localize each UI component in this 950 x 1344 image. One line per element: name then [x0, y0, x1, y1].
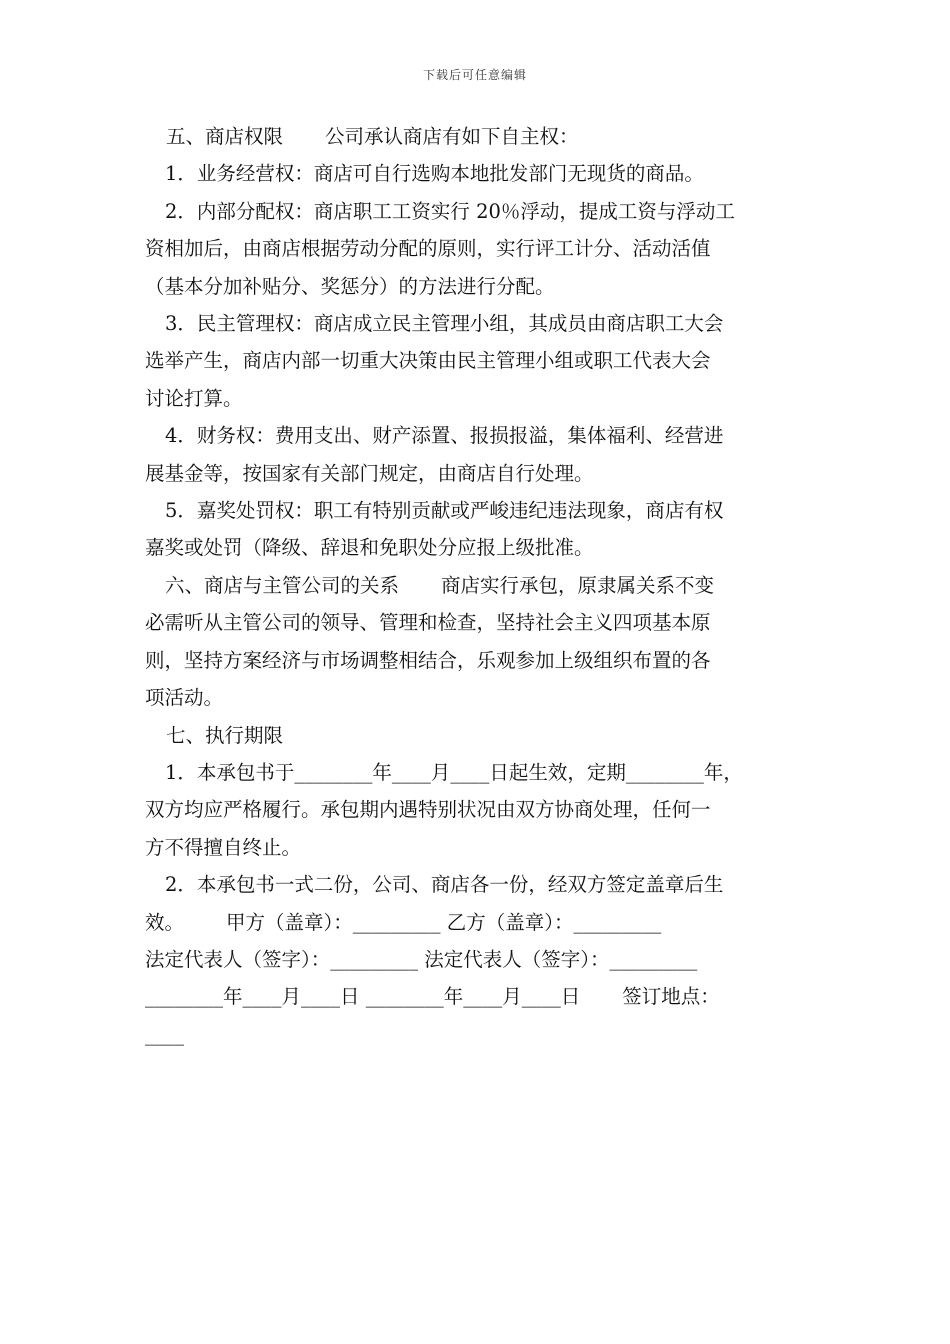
item-line: 方不得擅自终止。 — [145, 835, 302, 859]
signing-place-label: 签订地点： — [622, 985, 720, 1009]
section-7-item-1 — [145, 754, 810, 866]
item-line: 2．内部分配权：商店职工工资实行 20％浮动，提成工资与浮动工 — [165, 199, 735, 223]
item-line: 4．财务权：费用支出、财产添置、报损报溢，集体福利、经营进 — [165, 424, 724, 448]
section-5-item-2 — [145, 193, 810, 305]
section-5-item-4 — [145, 417, 810, 492]
item-line: 展基金等，按国家有关部门规定，由商店自行处理。 — [145, 461, 594, 485]
party-b-seal: 乙方（盖章）：_________ — [446, 910, 662, 934]
signature-seal-line — [145, 904, 810, 941]
item-line: 2．本承包书一式二份，公司、商店各一份，经双方签定盖章后生 — [165, 873, 724, 897]
item-line: 资相加后，由商店根据劳动分配的原则，实行评工计分、活动活值 — [145, 237, 711, 261]
item-line: 双方均应严格履行。承包期内遇特别状况由双方协商处理，任何一 — [145, 798, 711, 822]
section-6 — [145, 567, 810, 717]
section-6-line: 则，坚持方案经济与市场调整相结合，乐观参加上级组织布置的各 — [145, 648, 711, 672]
section-5-item-1 — [145, 155, 810, 192]
item-line: （基本分加补贴分、奖惩分）的方法进行分配。 — [145, 274, 555, 298]
signature-rep-line — [145, 941, 810, 978]
section-6-heading: 六、商店与主管公司的关系 — [165, 573, 400, 597]
item-line: 1．业务经营权：商店可自行选购本地批发部门无现货的商品。 — [165, 162, 704, 186]
item-line: 选举产生，商店内部一切重大决策由民主管理小组或职工代表大会 — [145, 349, 711, 373]
document-body — [145, 118, 810, 1053]
signature-date-line — [145, 978, 810, 1015]
section-7-item-2 — [145, 866, 810, 1053]
date-a: ________年____月____日 — [145, 985, 360, 1009]
header-note: 下载后可任意编辑 — [422, 68, 527, 82]
signing-place-blank: ____ — [145, 1022, 184, 1046]
item-line: 3．民主管理权：商店成立民主管理小组，其成员由商店职工大会 — [165, 312, 724, 336]
section-6-line: 项活动。 — [145, 686, 224, 710]
item-line: 讨论打算。 — [145, 386, 243, 410]
section-6-line: 必需听从主管公司的领导、管理和检查，坚持社会主义四项基本原 — [145, 611, 711, 635]
date-b: ________年____月____日 — [365, 985, 581, 1009]
section-5-item-3 — [145, 305, 810, 417]
section-5-heading-line — [145, 118, 810, 155]
section-5-item-5 — [145, 492, 810, 567]
item-line: 嘉奖或处罚（降级、辞退和免职处分应报上级批准。 — [145, 536, 594, 560]
section-6-text: 商店实行承包，原隶属关系不变 — [441, 573, 715, 597]
rep-a-signature: 法定代表人（签字）：_________ — [145, 947, 419, 971]
item-line: 1．本承包书于________年____月____日起生效，定期________年， — [165, 760, 743, 784]
item-line: 5．嘉奖处罚权：职工有特别贡献或严峻违纪违法现象，商店有权 — [165, 499, 724, 523]
rep-b-signature: 法定代表人（签字）：_________ — [424, 947, 698, 971]
section-7-heading: 七、执行期限 — [166, 723, 284, 747]
party-a-seal: 甲方（盖章）：_________ — [226, 910, 441, 934]
section-5-heading: 五、商店权限 — [166, 125, 284, 148]
section-7-heading-line — [145, 717, 810, 754]
effect-text: 效。 — [145, 910, 185, 934]
section-6-first-line — [145, 567, 810, 604]
section-5-intro: 公司承认商店有如下自主权： — [325, 125, 579, 148]
